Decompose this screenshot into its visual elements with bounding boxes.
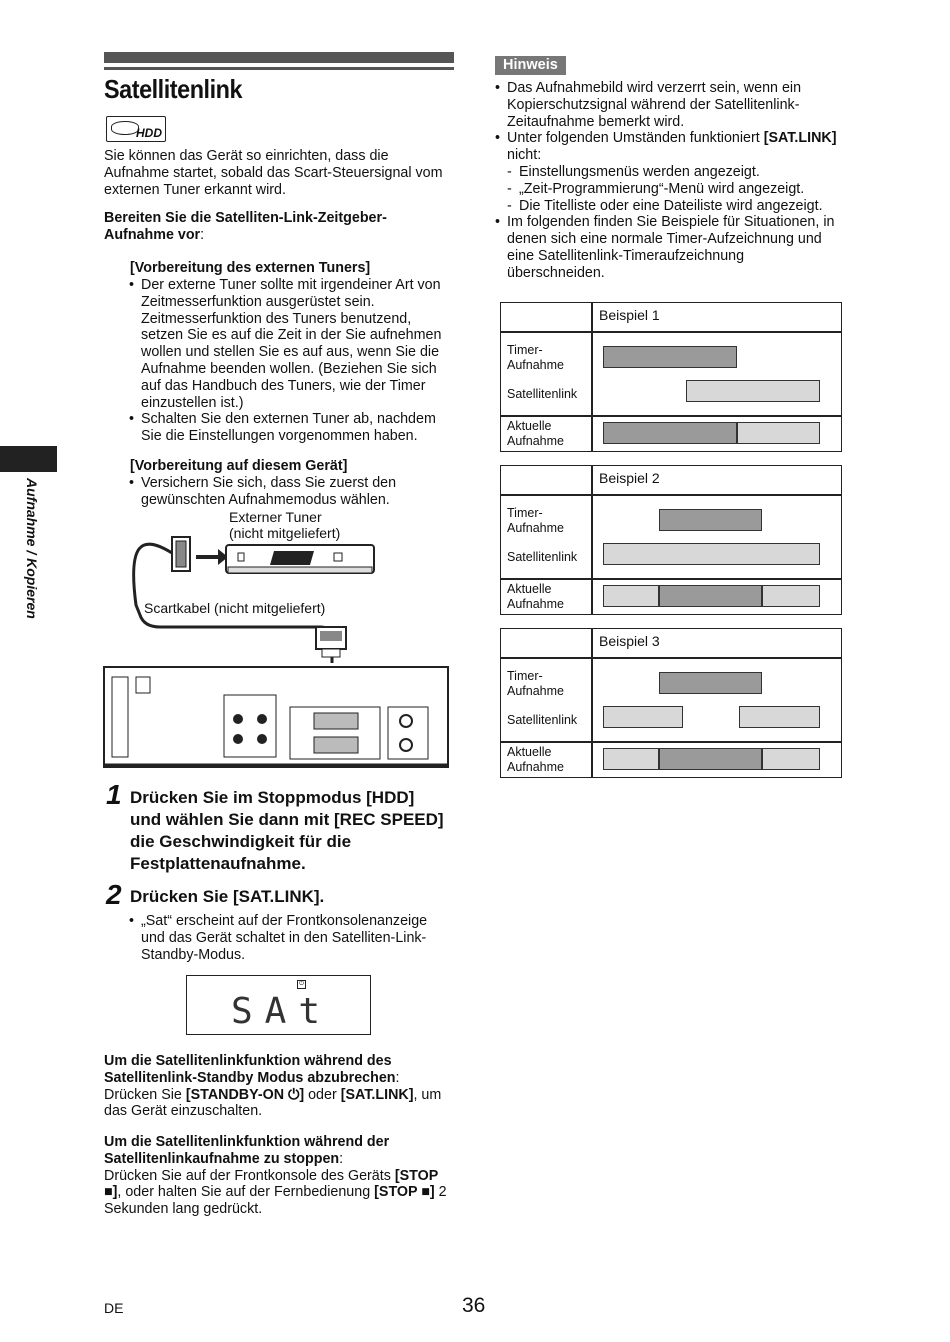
stop-key: [STOP ■] xyxy=(104,1167,439,1201)
example-title: Beispiel 1 xyxy=(599,307,660,323)
timeline-bar xyxy=(603,543,820,565)
hinweis-list xyxy=(495,80,845,282)
timeline-bar xyxy=(659,748,762,770)
row-label-satlink: Satellitenlink xyxy=(507,550,578,564)
list-item: • Im folgenden finden Sie Beispiele für Situationen, in denen sich eine normale Timer-Aufzeichnung und eine Satellitenlink-Timeraufzeichnung überschneiden. xyxy=(495,214,845,281)
recorder-rear-panel-icon xyxy=(104,667,448,767)
satlink-key: [SAT.LINK] xyxy=(340,1086,414,1103)
list-item: • Das Aufnahmebild wird verzerrt sein, wenn ein Kopierschutzsignal während der Satellitenlink-Zeitaufnahme bemerkt wird. xyxy=(495,80,845,130)
list-item: - „Zeit-Programmierung“-Menü wird angezeigt. xyxy=(507,181,845,198)
section-rule xyxy=(104,52,454,63)
step-text: Drücken Sie im Stoppmodus [HDD] und wählen Sie dann mit [REC SPEED] die Geschwindigkeit für die Festplattenaufnahme. xyxy=(130,788,444,873)
display-text: SAt xyxy=(231,991,333,1032)
timeline-bar xyxy=(603,422,737,444)
row-label-actual: Aktuelle Aufnahme xyxy=(507,582,564,611)
list-item: • Versichern Sie sich, dass Sie zuerst den gewünschten Aufnahmemodus wählen. xyxy=(129,475,455,509)
ext-tuner-label-line: (nicht mitgeliefert) xyxy=(229,525,341,541)
ext-tuner-heading: [Vorbereitung des externen Tuners] xyxy=(130,260,371,276)
hdd-badge-label: HDD xyxy=(136,126,162,140)
stop-recording-block xyxy=(104,1134,454,1218)
dash-list xyxy=(507,164,845,214)
arrow-icon xyxy=(196,549,228,565)
page-title: Satellitenlink xyxy=(104,74,243,104)
chapter-tab xyxy=(0,446,57,472)
colon: : xyxy=(395,1069,400,1086)
scart-cable-label: Scartkabel (nicht mitgeliefert) xyxy=(144,600,326,616)
list-item xyxy=(495,130,845,214)
standby-key: [STANDBY-ON ⏻] xyxy=(185,1086,305,1103)
text: Drücken Sie auf der Frontkonsole des Geräts xyxy=(104,1167,395,1184)
colon: : xyxy=(339,1150,344,1167)
example-table xyxy=(500,302,842,452)
section-rule-thin xyxy=(104,67,454,70)
timeline-bar xyxy=(762,748,820,770)
timeline-bar xyxy=(603,585,659,607)
chapter-label-text: Aufnahme / Kopieren xyxy=(24,478,40,619)
text: Drücken Sie xyxy=(104,1086,186,1103)
row-label-satlink: Satellitenlink xyxy=(507,387,578,401)
external-tuner-icon xyxy=(226,545,374,573)
cancel-standby-block xyxy=(104,1053,454,1120)
step-number: 2 xyxy=(106,879,122,910)
text: , um das Gerät einzuschalten. xyxy=(104,1086,442,1120)
footer-language: DE xyxy=(104,1300,124,1316)
timeline-bar xyxy=(737,422,820,444)
stop-recording-heading: Um die Satellitenlinkfunktion während der Satellitenlinkaufnahme zu stoppen xyxy=(104,1134,390,1167)
prep-heading xyxy=(104,210,434,244)
chapter-label xyxy=(24,478,44,638)
text: oder xyxy=(304,1086,341,1103)
step-text: Drücken Sie [SAT.LINK]. xyxy=(130,887,325,906)
intro-text: Sie können das Gerät so einrichten, dass die Aufnahme startet, sobald das Scart-Steuersignal vom externen Tuner erkannt wird. xyxy=(104,148,443,198)
timer-icon: ⏻ xyxy=(297,980,306,989)
timeline-bar xyxy=(603,748,659,770)
list-item: • „Sat“ erscheint auf der Frontkonsolenanzeige und das Gerät schaltet in den Satelliten-Link-Standby-Modus. xyxy=(129,913,445,963)
list-item: - Die Titelliste oder eine Dateiliste wird angezeigt. xyxy=(507,198,845,215)
hdd-icon xyxy=(106,116,166,142)
timeline-bar xyxy=(686,380,820,402)
cancel-standby-heading: Um die Satellitenlinkfunktion während des Satellitenlink-Standby Modus abzubrechen xyxy=(104,1053,396,1086)
list-item: • Der externe Tuner sollte mit irgendeiner Art von Zeitmesserfunktion ausgerüstet sein. Zeitmesserfunktion des Tuners benutzend, setzen Sie es auf die Zeit in der Sie aufnehmen wollen und stellen Sie es auf aus, wenn Sie die Aufnahme beenden wollen. (Beziehen Sie sich auf das Handbuch des Tuners, wie der Timer einzustellen ist.) xyxy=(129,277,455,411)
scart-plug-left-icon xyxy=(172,537,190,571)
timeline-bar xyxy=(659,509,762,531)
hinweis-label: Hinweis xyxy=(495,56,566,75)
example-table xyxy=(500,465,842,615)
text: Unter folgenden Umständen funktioniert xyxy=(507,130,764,147)
timeline-bar xyxy=(603,346,737,368)
row-label-timer: Timer- Aufnahme xyxy=(507,506,564,535)
text: nicht: xyxy=(507,147,542,164)
connection-diagram xyxy=(100,515,460,775)
front-panel-display xyxy=(186,975,371,1035)
row-label-timer: Timer- Aufnahme xyxy=(507,343,564,372)
prep-heading-colon: : xyxy=(200,226,205,243)
list-item: - Einstellungsmenüs werden angezeigt. xyxy=(507,164,845,181)
text: 2 Sekunden lang gedrückt. xyxy=(104,1184,447,1218)
step-number: 1 xyxy=(106,779,122,810)
timeline-bar xyxy=(762,585,820,607)
scart-plug-right-icon xyxy=(316,627,346,657)
device-list xyxy=(129,475,455,509)
timeline-bar xyxy=(739,706,820,728)
timeline-bar xyxy=(603,706,683,728)
page-number: 36 xyxy=(462,1294,486,1317)
example-title: Beispiel 2 xyxy=(599,470,660,486)
row-label-satlink: Satellitenlink xyxy=(507,713,578,727)
ext-tuner-label-line: Externer Tuner xyxy=(229,509,322,525)
row-label-actual: Aktuelle Aufnahme xyxy=(507,419,564,448)
example-title: Beispiel 3 xyxy=(599,633,660,649)
step-2-list xyxy=(129,913,445,963)
example-table xyxy=(500,628,842,778)
row-label-timer: Timer- Aufnahme xyxy=(507,669,564,698)
device-heading: [Vorbereitung auf diesem Gerät] xyxy=(130,458,348,474)
prep-heading-text: Bereiten Sie die Satelliten-Link-Zeitgeber-Aufnahme vor xyxy=(104,210,387,243)
ext-tuner-list xyxy=(129,277,455,445)
timeline-bar xyxy=(659,585,762,607)
list-item: • Schalten Sie den externen Tuner ab, nachdem Sie die Einstellungen vorgenommen haben. xyxy=(129,411,455,445)
row-label-actual: Aktuelle Aufnahme xyxy=(507,745,564,774)
stop-key: [STOP ■] xyxy=(374,1184,435,1201)
satlink-key: [SAT.LINK] xyxy=(763,130,837,147)
timeline-bar xyxy=(659,672,762,694)
text: , oder halten Sie auf der Fernbedienung xyxy=(117,1184,375,1201)
